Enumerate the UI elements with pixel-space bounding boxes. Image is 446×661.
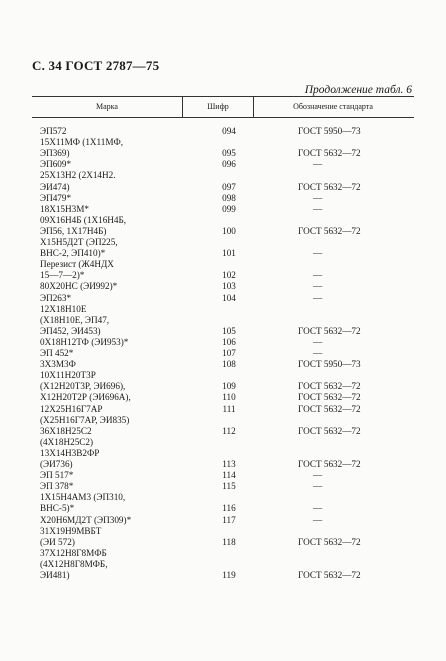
mark-cell: (ЭИ 572) (40, 536, 75, 547)
standard-cell: ГОСТ 5632—72 (298, 325, 361, 336)
standard-cell: — (313, 470, 323, 481)
standard-cell: ГОСТ 5632—72 (298, 570, 361, 580)
code-cell: 100 (222, 225, 236, 236)
code-cell: 115 (222, 481, 236, 492)
standard-cell: ГОСТ 5632—72 (298, 459, 361, 469)
code-cell: 104 (222, 292, 236, 303)
mark-cell: (Х18Н10Е, ЭП47, (40, 314, 110, 325)
mark-cell: Х12Н20Т2Р (ЭИ696А), (40, 392, 131, 403)
standard-cell: ГОСТ 5632—72 (298, 403, 361, 414)
standard-cell: — (313, 481, 323, 492)
mark-cell: Х20Н6МД2Т (ЭП309)* (40, 514, 132, 525)
mark-cell: (4Х12Н8Г8МФБ, (40, 558, 108, 569)
standard-cell: — (313, 281, 323, 292)
code-cell: 114 (222, 470, 236, 481)
column-header-code: Шифр (182, 97, 254, 117)
standard-cell: — (313, 159, 323, 170)
mark-cell: 31Х19Н9МВБТ (40, 525, 102, 536)
code-cell: 102 (222, 270, 236, 281)
mark-cell: 37Х12Н8Г8МФБ (40, 547, 107, 558)
mark-cell: 10Х11Н20Т3Р (40, 370, 96, 381)
mark-cell: ЭП 452* (40, 348, 74, 358)
mark-cell: (4Х18Н25С2) (40, 436, 94, 447)
mark-cell: ЭИ481) (40, 570, 70, 580)
standard-cell: — (313, 503, 323, 514)
standard-cell: — (313, 348, 323, 358)
standard-cell: — (313, 270, 323, 281)
mark-cell: 1Х15Н4АМ3 (ЭП310, (40, 492, 126, 503)
standard-cell: ГОСТ 5632—72 (298, 225, 361, 236)
mark-cell: 09Х16Н4Б (1Х16Н4Б, (40, 214, 127, 225)
mark-cell: ЭП452, ЭИ453) (40, 325, 101, 336)
mark-cell: 3Х3М3Ф (40, 359, 76, 370)
mark-cell: ЭП609* (40, 159, 72, 170)
mark-cell: 15—7—2)* (40, 270, 85, 281)
mark-cell: ЭП369) (40, 148, 70, 159)
standard-cell: ГОСТ 5632—72 (298, 148, 361, 159)
code-cell: 112 (222, 425, 236, 436)
mark-cell: (Х12Н20Т3Р, ЭИ696), (40, 381, 126, 392)
code-cell: 108 (222, 359, 236, 370)
code-cell: 106 (222, 336, 236, 347)
mark-cell: 18Х15Н3М* (40, 203, 90, 214)
code-cell: 101 (222, 248, 236, 259)
standard-cell: — (313, 203, 323, 214)
standard-cell: — (313, 336, 323, 347)
mark-cell: ЭП572 (40, 126, 67, 136)
code-cell: 095 (222, 148, 236, 159)
code-cell: 105 (222, 325, 236, 336)
mark-cell: 13Х14Н3В2ФР (40, 447, 100, 458)
code-cell: 109 (222, 381, 236, 392)
mark-cell: 80Х20НС (ЭИ992)* (40, 281, 118, 292)
mark-cell: 12Х25Н16Г7АР (40, 403, 103, 414)
mark-cell: ЭП 517* (40, 470, 74, 481)
mark-cell: ЭП263* (40, 292, 72, 303)
mark-cell: 15Х11МФ (1Х11МФ, (40, 137, 124, 148)
page-header: С. 34 ГОСТ 2787—75 (32, 58, 160, 73)
mark-cell: ВНС-2, ЭП410)* (40, 248, 106, 259)
mark-cell: ЭП56, 1Х17Н4Б) (40, 225, 107, 236)
column-header-mark: Марка (96, 102, 118, 111)
standard-cell: ГОСТ 5632—72 (298, 392, 361, 403)
table-header (32, 96, 414, 118)
mark-cell: ЭИ474) (40, 181, 70, 192)
standard-cell: — (313, 248, 323, 259)
standard-cell: ГОСТ 5632—72 (298, 425, 361, 436)
mark-cell: ВНС-5)* (40, 503, 75, 514)
standard-cell: — (313, 192, 323, 203)
mark-cell: 12Х18Н10Е (40, 303, 87, 314)
mark-cell: (Х25Н16Г7АР, ЭИ835) (40, 414, 130, 425)
code-cell: 097 (222, 181, 236, 192)
code-cell: 116 (222, 503, 236, 514)
code-cell: 113 (222, 459, 236, 469)
mark-cell: 36Х18Н25С2 (40, 425, 92, 436)
code-cell: 107 (222, 348, 236, 358)
column-header-standard: Обозначение стандарта (293, 102, 373, 111)
standard-cell: ГОСТ 5950—73 (298, 359, 361, 370)
standard-cell: ГОСТ 5632—72 (298, 536, 361, 547)
table-continuation-label: Продолжение табл. 6 (304, 84, 412, 96)
standard-cell: — (313, 292, 323, 303)
code-cell: 117 (222, 514, 236, 525)
mark-cell: ЭП 378* (40, 481, 74, 492)
mark-cell: 25Х13Н2 (2Х14Н2. (40, 170, 116, 181)
code-cell: 103 (222, 281, 236, 292)
code-cell: 099 (222, 203, 236, 214)
standard-cell: ГОСТ 5632—72 (298, 381, 361, 392)
code-cell: 118 (222, 536, 236, 547)
mark-cell: Перезист (Ж4НДХ (40, 259, 114, 270)
code-cell: 096 (222, 159, 236, 170)
code-cell: 111 (222, 403, 236, 414)
code-cell: 110 (222, 392, 236, 403)
standard-cell: ГОСТ 5950—73 (298, 126, 361, 136)
mark-cell: 0Х18Н12ТФ (ЭИ953)* (40, 336, 129, 347)
code-cell: 094 (222, 126, 236, 136)
standard-cell: — (313, 514, 323, 525)
mark-cell: Х15Н5Д2Т (ЭП225, (40, 237, 118, 247)
mark-cell: ЭП479* (40, 192, 72, 203)
code-cell: 098 (222, 192, 236, 203)
standard-cell: ГОСТ 5632—72 (298, 181, 361, 192)
code-cell: 119 (222, 570, 236, 580)
mark-cell: (ЭИ736) (40, 459, 73, 469)
